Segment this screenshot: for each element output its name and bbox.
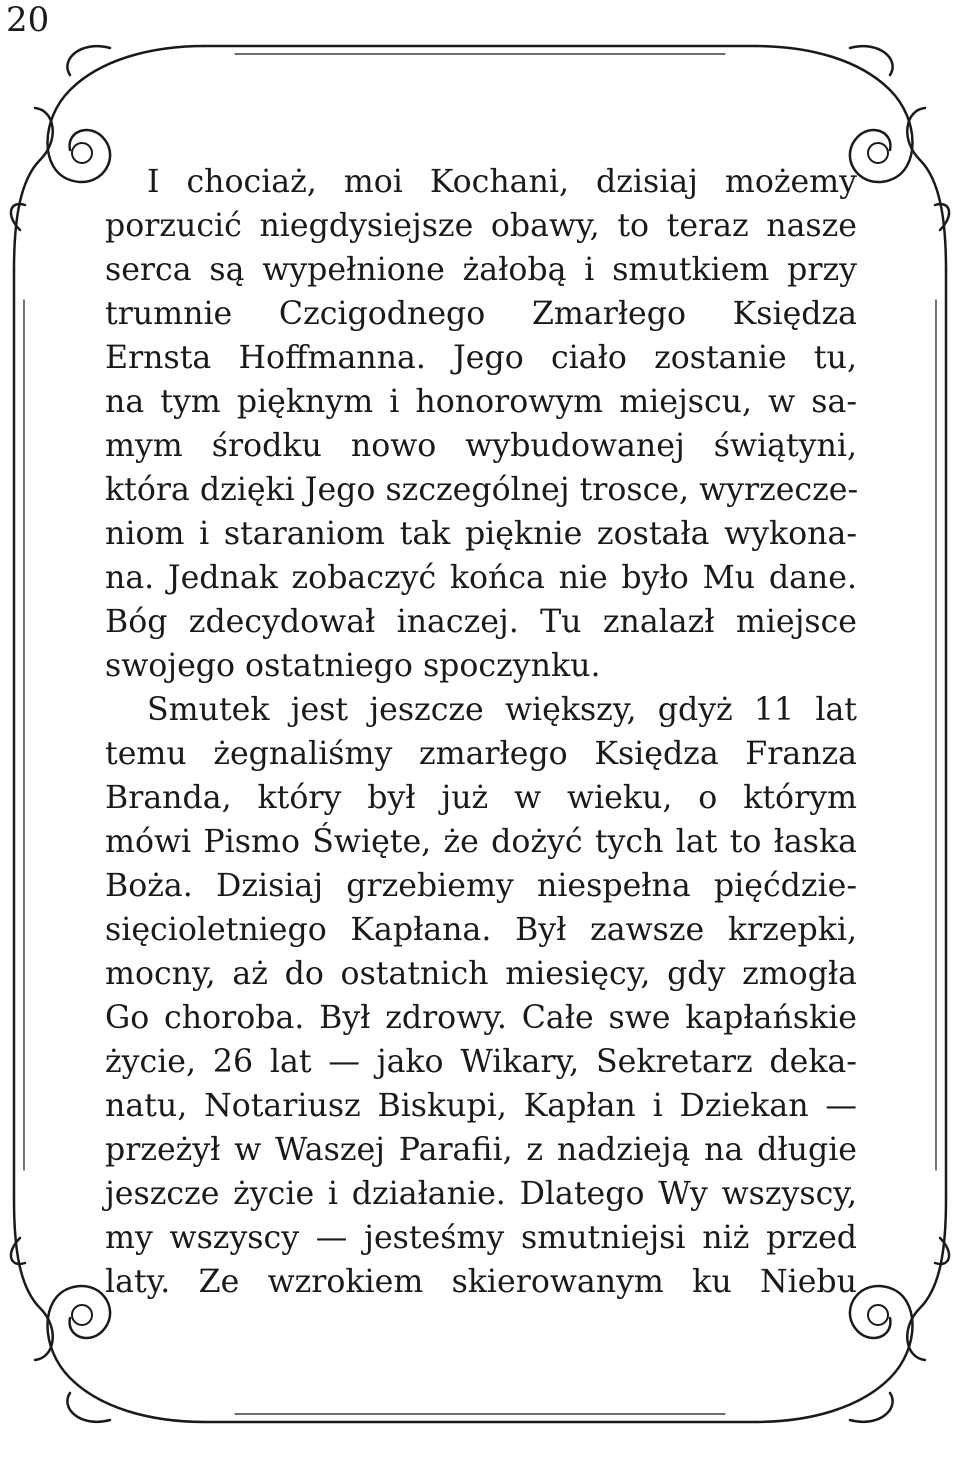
text-line: mocny, aż do ostatnich miesięcy, gdy zmogła [105,956,857,992]
text-line: swojego ostatniego spoczynku. [105,648,601,684]
text-line: Ernsta Hoffmanna. Jego ciało zostanie tu, [105,340,857,376]
text-line: jeszcze życie i działanie. Dlatego Wy wszyscy, [105,1176,857,1212]
text-line: natu, Notariusz Biskupi, Kapłan i Dziekan — [105,1088,857,1124]
body-text [105,160,857,1304]
text-line: Branda, który był już w wieku, o którym [105,780,857,816]
text-line: Go choroba. Był zdrowy. Całe swe kapłańskie [105,1000,857,1036]
text-line: sięcioletniego Kapłana. Był zawsze krzepki, [105,912,857,948]
paragraph-2 [105,688,857,1304]
page-number: 20 [6,0,50,40]
text-line: temu żegnaliśmy zmarłego Księdza Franza [105,736,857,772]
text-line: mówi Pismo Święte, że dożyć tych lat to łaska [105,824,857,860]
text-line: trumnie Czcigodnego Zmarłego Księdza [105,296,857,332]
text-line: która dzięki Jego szczególnej trosce, wyrzecze- [105,472,859,508]
text-line: życie, 26 lat — jako Wikary, Sekretarz deka- [105,1044,857,1080]
text-line: na. Jednak zobaczyć końca nie było Mu dane. [105,560,857,596]
text-line: my wszyscy — jesteśmy smutniejsi niż przed [105,1220,857,1256]
text-line: na tym pięknym i honorowym miejscu, w sa- [105,384,857,420]
text-line: przeżył w Waszej Parafii, z nadzieją na długie [105,1132,857,1168]
text-line: I chociaż, moi Kochani, dzisiaj możemy [147,164,857,200]
paragraph-1 [105,160,857,688]
text-line: serca są wypełnione żałobą i smutkiem przy [105,252,857,288]
text-line: Smutek jest jeszcze większy, gdyż 11 lat [147,692,857,728]
text-line: niom i staraniom tak pięknie została wykona- [105,516,857,552]
text-line: Boża. Dzisiaj grzebiemy niespełna pięćdzie- [105,868,857,904]
text-line: laty. Ze wzrokiem skierowanym ku Niebu [105,1264,857,1300]
text-line: porzucić niegdysiejsze obawy, to teraz nasze [105,208,857,244]
text-line: mym środku nowo wybudowanej świątyni, [105,428,857,464]
text-line: Bóg zdecydował inaczej. Tu znalazł miejsce [105,604,857,640]
